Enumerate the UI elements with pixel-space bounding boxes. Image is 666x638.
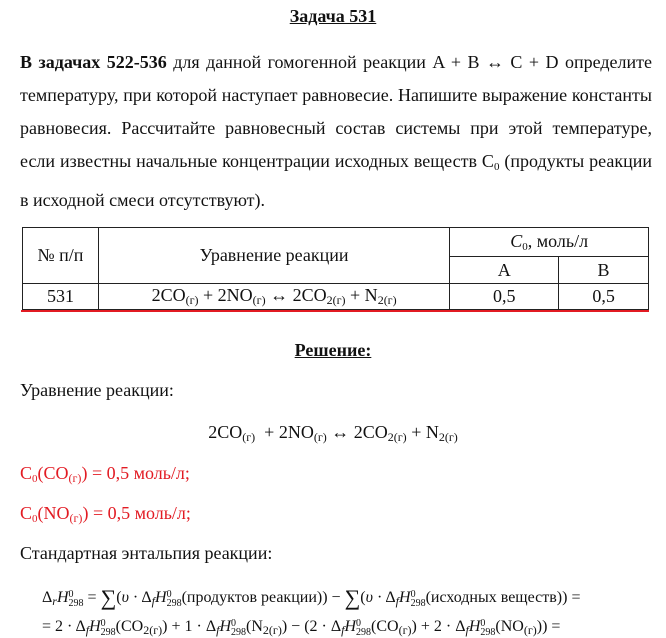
task-range: В задачах 522-536 [20, 52, 167, 72]
header-a: A [450, 257, 559, 284]
task-statement: В задачах 522-536 для данной гомогенной реакции A + B ↔ C + D определите температуру, при которой наступает равновесие. Напишите выражение константы равновесия. Рассчитайте равновесный состав системы при этой температуре, если известны начальные концентрации исходных веществ C0 (продукты реакции в исходной смеси отсутствуют). [20, 52, 652, 210]
reaction-equation: $2CO_{(г)} + 2NO_{(г)}$ ↔ $2CO_{2(г)} + N_{2(г)}$ [208, 422, 458, 444]
solution-title: Решение: [294, 340, 372, 360]
row-number: 531 [23, 284, 99, 310]
row-b: 0,5 [559, 284, 649, 310]
conditions-table [22, 227, 649, 310]
enthalpy-formula-line1: $\Delta_rH$ 0 298 = $\sum(\upsilon \cdot \Delta_fH$ 0 298 (продуктов реакции)) − $\sum(\upsilon \cdot \Delta_fH$ 0 298 (исходных веществ)) = [42, 585, 581, 610]
enthalpy-label: Стандартная энтальпия реакции: [20, 543, 273, 563]
equation-label: Уравнение реакции: [20, 380, 174, 400]
header-concentration: C0, моль/л [450, 228, 649, 257]
c0-co-line: $C0(CO_{(г)}) = 0,5$ моль/л; [20, 463, 190, 485]
header-equation: Уравнение реакции [98, 228, 449, 284]
header-b: B [559, 257, 649, 284]
task-title: Задача 531 [289, 6, 377, 26]
header-number: № п/п [23, 228, 99, 284]
red-underline [21, 310, 649, 312]
row-equation: $2CO_{(г)} + 2NO_{(г)}$ ↔ $2CO_{2(г)} + N_{2(г)}$ [98, 284, 449, 310]
c0-no-line: $C0(NO_{(г)}) = 0,5$ моль/л; [20, 503, 191, 525]
row-a: 0,5 [450, 284, 559, 310]
enthalpy-formula-line2: = $2 \cdot \Delta_fH$ 0 298 $(CO_{2(г)}) + 1 \cdot \Delta_fH$ 0 298 $(N_{2(г)}) - (2 \cdot \Delta_fH$ 0 298 $(CO_{(г)}) + 2 \cdot \Delta_fH$ 0 298 $(NO_{(г)})$) = [42, 618, 561, 638]
